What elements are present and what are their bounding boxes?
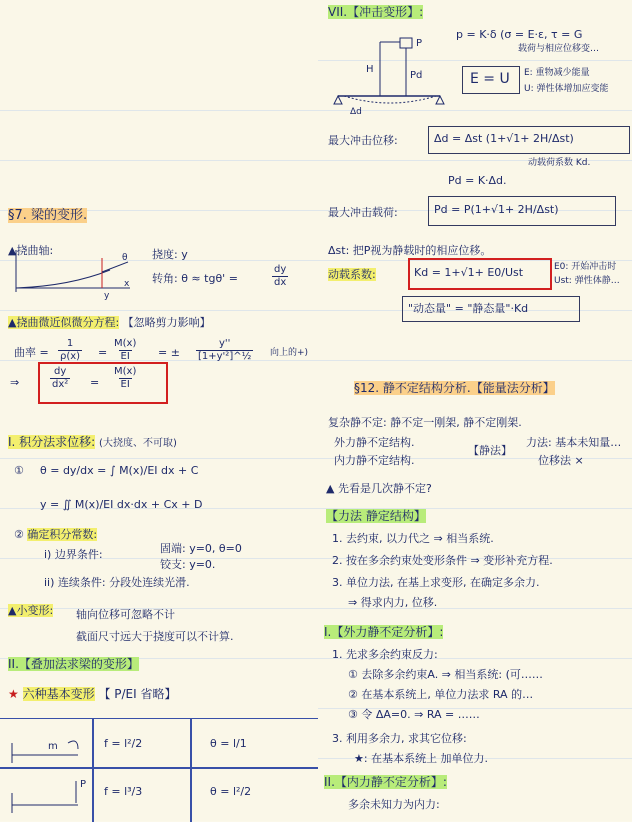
section-heading-beam-deformation: §7. 梁的变形. bbox=[8, 208, 88, 223]
force-step-4: ⇒ 得求内力, 位移. bbox=[348, 596, 438, 609]
e0-note: E0: 开始冲击时 bbox=[554, 262, 617, 272]
diagram-x: x bbox=[124, 279, 130, 289]
internal-indeterminate: 内力静不定结构. bbox=[334, 454, 415, 467]
moment-m: m bbox=[48, 741, 58, 752]
energy-E-note: E: 重物减少能量 bbox=[524, 68, 590, 78]
basic-deformation-table bbox=[0, 718, 318, 822]
row2-deflection: f = l³/3 bbox=[104, 785, 143, 798]
integration-constants-heading: ② 确定积分常数: bbox=[14, 528, 98, 541]
diagram-theta: θ bbox=[122, 253, 128, 263]
circle-1: ① bbox=[14, 464, 24, 477]
small-deformation-2: 截面尺寸远大于挠度可以不计算. bbox=[76, 630, 234, 643]
method-bracket: 【静法】 bbox=[468, 444, 512, 457]
max-displacement-formula: Δd = Δst (1+√1+ 2H/Δst) bbox=[434, 132, 574, 145]
row1-deflection: f = l²/2 bbox=[104, 737, 143, 750]
impact-P: P bbox=[416, 38, 423, 49]
key-moment-fraction: $\frac{M(x)}{EI}$ bbox=[114, 366, 137, 390]
force-method-heading: 【力法 静定结构】 bbox=[326, 509, 426, 523]
stiffness-formula: p = K·δ (σ = E·ε, τ = G bbox=[456, 28, 583, 41]
force-step-2: 2. 按在多余约束处变形条件 ⇒ 变形补充方程. bbox=[332, 554, 553, 567]
statically-indeterminate-heading: §12. 静不定结构分析.【能量法分析】 bbox=[354, 381, 555, 395]
force-step-3: 3. 单位力法, 在基上求变形, 在确定多余力. bbox=[332, 576, 540, 589]
ust-note: Ust: 弹性体静… bbox=[554, 276, 620, 286]
dynamic-coef-note: 动载荷系数 Kd. bbox=[528, 158, 591, 168]
external-step-1b: ② 在基本系统上, 单位力法求 RA 的… bbox=[348, 688, 534, 701]
external-step-1a: ① 去除多余约束A. ⇒ 相当系统: (可…… bbox=[348, 668, 543, 681]
rotation-fraction: $\frac{dy}{dx}$ bbox=[274, 264, 287, 288]
page-top-right bbox=[318, 0, 632, 408]
row1-rotation: θ = l/1 bbox=[210, 737, 247, 750]
load-P: P bbox=[80, 779, 87, 790]
key-eq-sign: = bbox=[90, 376, 100, 389]
approx-equation-heading: ▲挠曲微近似微分方程: 【忽略剪力影响】 bbox=[8, 316, 211, 329]
impact-diagram bbox=[330, 36, 450, 116]
complex-indeterminate: 复杂静不定: 静不定一刚架, 静不定刚架. bbox=[328, 416, 522, 429]
pd-equation: Pd = K·Δd. bbox=[448, 174, 507, 187]
external-analysis-heading: I.【外力静不定分析】: bbox=[324, 625, 444, 639]
external-step-1c: ③ 令 ΔA=0. ⇒ RA = …… bbox=[348, 708, 480, 721]
point-load-diagram bbox=[8, 775, 88, 815]
basic-deformations-heading: ★ 六种基本变形 【 P/EI 省略】 bbox=[8, 687, 177, 701]
second-derivative-fraction: $\frac{dy}{\text{dx²}}$ bbox=[52, 366, 69, 390]
impact-H: H bbox=[366, 64, 374, 75]
exact-curvature-fraction: $\frac{y''}{\text{[1+y'²]\textasciicircum{}½}}$ bbox=[198, 338, 252, 362]
small-deformation-1: 轴向位移可忽略不计 bbox=[76, 608, 175, 621]
continuity-conditions: ii) 连续条件: 分段处连续光滑. bbox=[44, 576, 190, 589]
page-top-left: §7. 梁的变形. ▲挠曲轴: θ y x 挠度: y 转角: θ ≈ tgθ' = $\frac{dy}{dx}$ ▲挠曲微近似微分方程: 【忽略剪力影响】 曲率 = $\frac{1}{\rho(x)}$ = $\frac{M(x)}{EI}$ = ± $\frac{y''}{\text{[1+y'²]\textasciicircum{}½}}$ 向上的+) ⇒ $\frac{dy}{\text{dx²}}$ = $\frac{M(x)}{EI}$ bbox=[0, 0, 318, 408]
deflection-definition: 挠度: y bbox=[152, 248, 188, 261]
force-method: 力法: 基本未知量… bbox=[526, 436, 622, 449]
max-displacement-label: 最大冲击位移: bbox=[328, 134, 398, 147]
internal-step-1: 多余未知力为内力: bbox=[348, 798, 440, 811]
dynamic-static-relation: "动态量" = "静态量"·Kd bbox=[408, 302, 529, 315]
max-load-label: 最大冲击载荷: bbox=[328, 206, 398, 219]
page-bottom-right bbox=[318, 381, 632, 821]
judge-degree: ▲ 先看是几次静不定? bbox=[326, 482, 432, 495]
impact-heading: VII.【冲击变形】: bbox=[328, 5, 424, 19]
impact-delta: Δd bbox=[350, 107, 362, 117]
external-step-3a: ★: 在基本系统上 加单位力. bbox=[354, 752, 489, 765]
rotation-definition: 转角: θ ≈ tgθ' = bbox=[152, 272, 238, 285]
static-displacement-note: Δst: 把P视为静载时的相应位移。 bbox=[328, 244, 492, 257]
boundary-conditions: i) 边界条件: bbox=[44, 548, 103, 561]
pinned-condition: 铰支: y=0. bbox=[160, 558, 216, 571]
dynamic-factor-label: 动载系数: bbox=[328, 268, 376, 281]
curvature-label: 曲率 = bbox=[14, 346, 49, 359]
max-load-formula: Pd = P(1+√1+ 2H/Δst) bbox=[434, 203, 559, 216]
dynamic-factor-formula: Kd = 1+√1+ E0/Ust bbox=[414, 266, 524, 279]
superposition-heading: II.【叠加法求梁的变形】 bbox=[8, 657, 139, 671]
moment-fraction: $\frac{M(x)}{EI}$ bbox=[114, 338, 137, 362]
curvature-fraction: $\frac{1}{\rho(x)}$ bbox=[60, 338, 81, 362]
stiffness-note: 载荷与相应位移变… bbox=[518, 44, 600, 54]
internal-analysis-heading: II.【内力静不定分析】: bbox=[324, 775, 447, 789]
external-step-3: 3. 利用多余力, 求其它位移: bbox=[332, 732, 467, 745]
impact-Pd: Pd bbox=[410, 70, 423, 81]
moment-load-diagram bbox=[8, 729, 88, 763]
integration-method-heading: I. 积分法求位移: (大挠度、不可取) bbox=[8, 435, 177, 449]
deflection-integral: y = ∬ M(x)/EI dx·dx + Cx + D bbox=[40, 498, 203, 511]
implies-arrow: ⇒ bbox=[10, 376, 20, 389]
energy-balance: E = U bbox=[470, 71, 510, 87]
external-indeterminate: 外力静不定结构. bbox=[334, 436, 415, 449]
external-step-1: 1. 先求多余约束反力: bbox=[332, 648, 438, 661]
sign-note: 向上的+) bbox=[270, 348, 309, 358]
energy-U-note: U: 弹性体增加应变能 bbox=[524, 84, 609, 94]
deflection-curve-label: ▲挠曲轴: bbox=[8, 244, 54, 257]
force-step-1: 1. 去约束, 以力代之 ⇒ 相当系统. bbox=[332, 532, 494, 545]
rotation-integral: θ = dy/dx = ∫ M(x)/EI dx + C bbox=[40, 464, 199, 477]
displacement-method: 位移法 × bbox=[538, 454, 584, 467]
small-deformation-label: ▲小变形: bbox=[8, 604, 54, 617]
deflection-diagram bbox=[10, 250, 130, 300]
plus-minus: = ± bbox=[158, 346, 180, 359]
row2-rotation: θ = l²/2 bbox=[210, 785, 252, 798]
diagram-y: y bbox=[104, 291, 110, 301]
fixed-end-condition: 固端: y=0, θ=0 bbox=[160, 542, 242, 555]
